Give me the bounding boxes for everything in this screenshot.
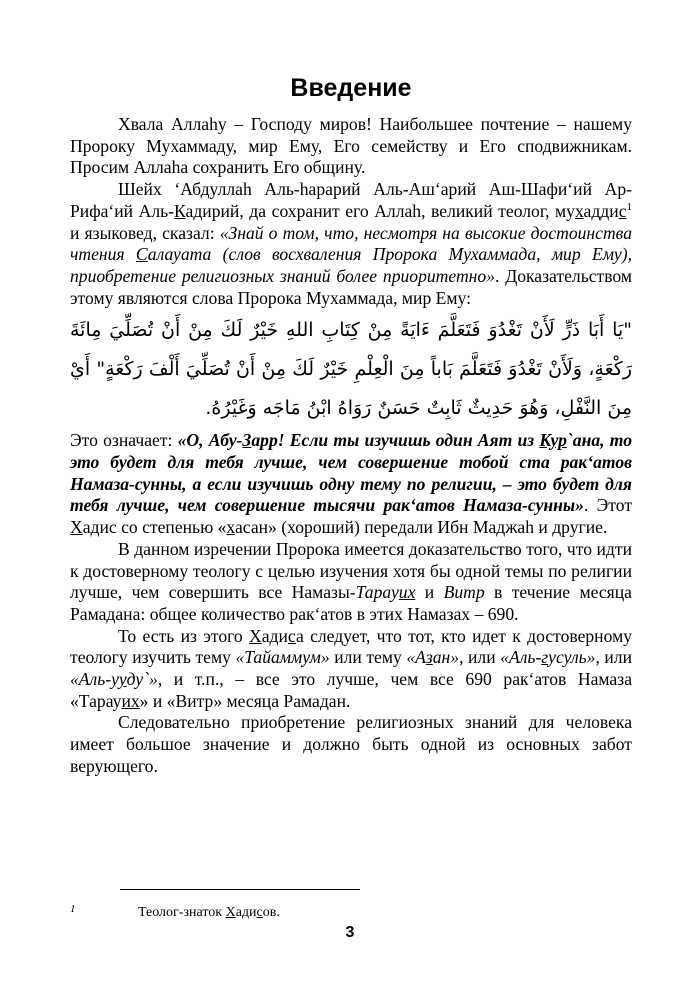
- text-run: Шейх ‘Абдуллаh Аль-hарарий Аль-Аш‘арий Аш-Шафи‘ий Ар-Рифа‘ий Аль-: [70, 179, 632, 221]
- text-run: В данном изречении Пророка имеется доказательство того, что идти к достоверному теологу с целью изучения хотя бы одной темы по религии лучше, чем совершить все Намазы-: [70, 538, 632, 603]
- underlined-letter: д: [106, 603, 116, 624]
- italic-term: «Тайаммум»: [235, 647, 330, 668]
- underlined-letter: их: [121, 690, 140, 711]
- text-run: ади: [235, 905, 257, 920]
- underlined-letter: уу: [111, 669, 127, 690]
- underlined-letter: Кур: [539, 430, 567, 451]
- text-run: и языковед, сказал:: [70, 222, 220, 243]
- text-run: ади: [261, 625, 288, 646]
- text-run: асан» (хороший) передали Ибн Маджаh и другие.: [235, 517, 608, 538]
- underlined-letter: их: [398, 582, 416, 603]
- text-run: Теолог-знаток: [138, 905, 226, 920]
- paragraph-1: Хвала Аллаhу – Господу миров! Наибольшее почтение – нашему Пророку Мухаммаду, мир Ему, Его семейству и Его сподвижникам. Просим Аллаhа сохранить Его общину.: [70, 114, 632, 178]
- paragraph-6: Следовательно приобретение религиозных знаний для человека имеет большое значение и должно быть одной из основных забот верующего.: [70, 712, 632, 776]
- text-run: адирий, да сохранит его Аллаh, великий теолог, му: [185, 200, 575, 221]
- italic-term: Витр: [443, 582, 485, 603]
- text-run: в течение месяца Рама: [70, 582, 632, 624]
- underlined-letter: Х: [225, 905, 236, 920]
- footnote-divider: [120, 889, 360, 890]
- underlined-letter: с: [618, 200, 627, 221]
- paragraph-2: [70, 179, 632, 309]
- text-run: и: [415, 582, 444, 603]
- text-run: , и т.п., – все это лучше, чем все 690 рак‘атов Намаза «Тарау: [70, 669, 632, 711]
- italic-term: [70, 669, 158, 689]
- underlined-letter: З: [242, 430, 252, 451]
- underlined-letter: Х: [249, 625, 262, 646]
- page-title: Введение: [290, 74, 412, 102]
- text-run: а следует, что тот, кто идет к достоверному теологу изучить тему: [70, 625, 632, 668]
- underlined-letter: х: [226, 517, 235, 538]
- text-run: Это означает:: [70, 430, 178, 451]
- text-run: «Аль-: [500, 647, 542, 668]
- page-number: 3: [345, 924, 355, 941]
- arabic-hadith-text: "يَا أَبَا ذَرٍّ لَأَنْ تَغْدُوَ فَتَعَلَّمَ ءَايَةً مِنْ كِتَابِ اللهِ خَيْرٌ لَكَ مِنْ أَنْ تُصَلِّيَ مِائَةَ رَكْعَةٍ، وَلَأَنْ تَغْدُوَ فَتَعَلَّمَ بَاباً مِنَ الْعِلْمِ خَيْرٌ لَكَ مِنْ أَنْ تُصَلِّيَ أَلْفَ رَكْعَةٍ" أَيْ مِنَ النَّفْلِ، وَهُوَ حَدِيثٌ ثَابِتٌ حَسَنٌ رَوَاهُ ابْنُ مَاجَه وَغَيْرُهُ.: [70, 319, 632, 420]
- underlined-letter: д: [319, 690, 329, 711]
- text-run: `ана, то это будет для тебя лучше, чем совершение тобой ста рак‘атов Намаза-сунны, а если изучишь одну тему по религии, – это будет для тебя лучше, чем совершение тысячи рак‘атов Намаза-сунны»: [70, 430, 633, 516]
- underlined-letter: х: [574, 200, 584, 221]
- footnote-reference[interactable]: 1: [626, 200, 632, 213]
- paragraph-5: [70, 626, 632, 713]
- text-run: ов.: [262, 905, 280, 920]
- text-run: арр! Если ты изучишь один Аят из: [251, 430, 540, 451]
- underlined-letter: Х: [70, 517, 83, 538]
- text-run: , или: [459, 647, 501, 668]
- text-run: адис со степенью «: [82, 517, 227, 538]
- italic-term: [500, 647, 595, 667]
- underlined-letter: з: [425, 647, 433, 668]
- footnote-text: [138, 904, 280, 922]
- text-run: или тему: [329, 647, 407, 668]
- underlined-letter: К: [174, 200, 186, 221]
- text-run: . Этот: [583, 495, 633, 516]
- text-run: «Знай о том, что, несмотря на высокие достоинства чтения: [70, 222, 632, 265]
- text-run: Тарау: [355, 582, 399, 603]
- text-run: ан.: [328, 690, 351, 711]
- underlined-letter: С: [135, 244, 148, 265]
- italic-term: [406, 647, 459, 667]
- text-run: «О, Абу-: [177, 430, 243, 451]
- italic-term: [356, 582, 416, 602]
- underlined-letter: с: [287, 625, 296, 646]
- text-run: ду`»: [126, 669, 158, 690]
- text-run: То есть из этого: [118, 625, 250, 646]
- text-run: » и «Витр» месяца Рама: [139, 690, 320, 711]
- underlined-letter: г: [541, 647, 549, 668]
- text-run: «Аль-: [70, 669, 112, 690]
- text-run: алауата (слов восхваления Пророка Мухаммада, мир Ему), приобретение религиозных знаний более приоритетно»: [70, 244, 632, 286]
- text-run: «А: [406, 647, 426, 668]
- text-run: . Доказательством этому являются слова Пророка Мухаммада, мир Ему:: [70, 265, 632, 308]
- text-run: усуль»: [548, 647, 596, 668]
- underlined-letter: с: [256, 905, 263, 920]
- text-run: ана: общее количество рак‘атов в этих Намазах – 690.: [115, 603, 519, 624]
- text-run: адди: [583, 200, 619, 221]
- footnote-mark: 1: [70, 903, 76, 915]
- text-run: , или: [595, 647, 632, 668]
- page-content: [70, 70, 632, 778]
- paragraph-3: [70, 430, 632, 539]
- paragraph-4: [70, 539, 632, 626]
- text-run: ан»: [432, 647, 460, 668]
